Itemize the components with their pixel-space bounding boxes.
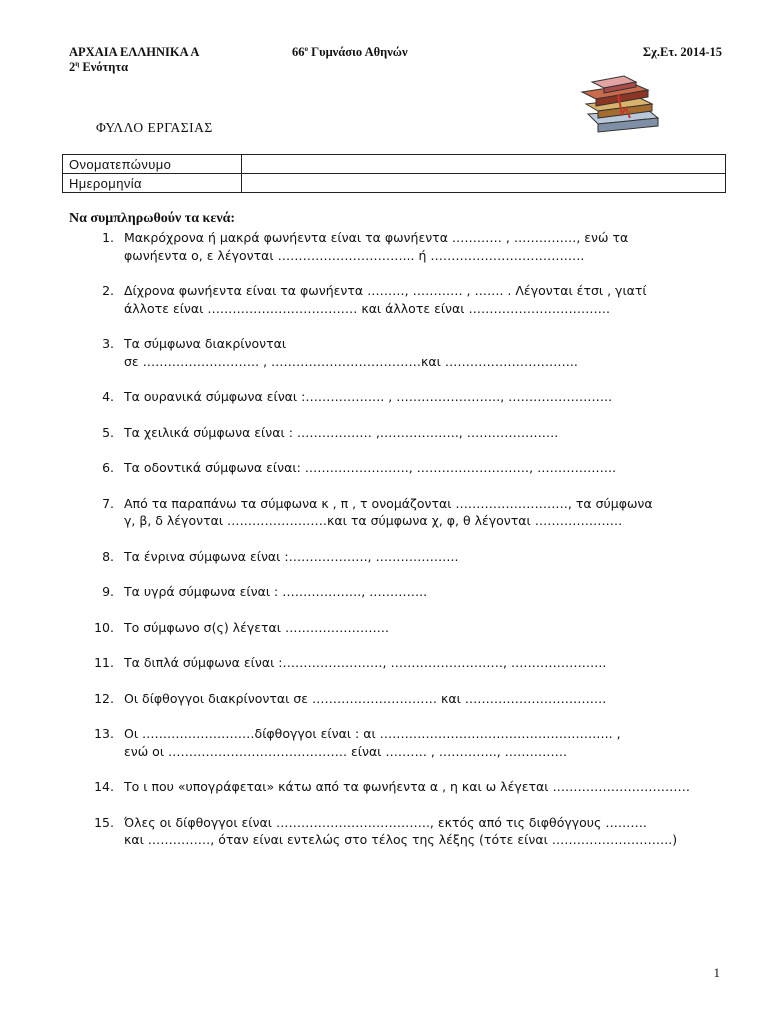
list-item (62, 548, 722, 566)
instruction-heading: Να συμπληρωθούν τα κενά: (69, 211, 236, 226)
item-line: Τα σύμφωνα διακρίνονται (124, 336, 287, 351)
item-line: Από τα παραπάνω τα σύμφωνα κ , π , τ ονομάζονται ………………………, τα σύμφωνα (124, 495, 653, 511)
item-line: Οι δίφθογγοι διακρίνονται σε ………………………… και ……………………………. (124, 690, 607, 706)
books-clipart-icon (578, 74, 664, 136)
item-number: 1. (102, 230, 114, 245)
item-text[interactable] (124, 424, 722, 442)
name-field[interactable] (242, 155, 726, 174)
list-item (62, 388, 722, 406)
item-text[interactable] (124, 814, 722, 849)
date-field[interactable] (242, 174, 726, 193)
item-line: Τα χειλικά σύμφωνα είναι : ……………… ,………………., …………………. (124, 424, 559, 440)
item-text[interactable] (124, 654, 722, 672)
list-item (62, 778, 722, 796)
item-line: σε ………………………. , ………………………………και ………………………….. (124, 353, 578, 369)
list-item (62, 424, 722, 442)
item-text[interactable] (124, 548, 722, 566)
item-line: ενώ οι ……………………………………. είναι ………. , ………….., …………… (124, 743, 568, 759)
item-number: 13. (94, 726, 114, 741)
item-number: 7. (102, 495, 114, 511)
item-text[interactable] (124, 495, 722, 530)
page-number: 1 (713, 965, 720, 980)
item-number: 4. (102, 389, 114, 404)
item-number: 5. (102, 424, 114, 440)
item-line: Τα ουρανικά σύμφωνα είναι :………………. , ……………………., ……………………. (124, 389, 613, 404)
item-text[interactable] (124, 725, 722, 760)
student-info-table (62, 154, 726, 193)
item-line: Το σύμφωνο σ(ς) λέγεται ……………………. (124, 619, 389, 635)
header-unit: $2^\eta$ Ενότητα (69, 59, 129, 74)
item-line: φωνήεντα ο, ε λέγονται …………………………... ή ………………………………. (124, 247, 585, 263)
item-line: Δίχρονα φωνήεντα είναι τα φωνήεντα ………, ………… , ……. . Λέγονται έτσι , γιατί (124, 283, 647, 298)
item-text[interactable] (124, 583, 722, 601)
item-line: άλλοτε είναι ……………………………… και άλλοτε είναι ……………………………. (124, 300, 610, 316)
item-line: και ……………, όταν είναι εντελώς στο τέλος της λέξης (τότε είναι ………………………..) (124, 832, 678, 847)
list-item (62, 654, 722, 672)
table-row (63, 155, 726, 174)
item-line: Τα οδοντικά σύμφωνα είναι: ……………………., ………………………, ………………. (124, 460, 617, 475)
item-line: Το ι που «υπογράφεται» κάτω από τα φωνήεντα α , η και ω λέγεται …………………………… (124, 779, 690, 794)
list-item (62, 583, 722, 601)
item-line: γ, β, δ λέγονται ……………………και τα σύμφωνα χ, φ, θ λέγονται ………………… (124, 513, 623, 528)
item-text[interactable] (124, 619, 722, 637)
item-number: 3. (102, 336, 114, 351)
list-item (62, 619, 722, 637)
item-number: 11. (94, 655, 114, 670)
item-line: Όλες οι δίφθογγοι είναι ………………………………., εκτός από τις διφθόγγους ………. (124, 814, 647, 830)
list-item (62, 335, 722, 370)
item-text[interactable] (124, 335, 722, 370)
item-number: 6. (102, 460, 114, 475)
item-line: Τα υγρά σύμφωνα είναι : ………………., ………….. (124, 584, 428, 599)
item-number: 15. (94, 814, 114, 830)
item-line: Τα ένρινα σύμφωνα είναι :………………., ……………….. (124, 548, 459, 564)
item-text[interactable] (124, 388, 722, 406)
item-number: 9. (102, 584, 114, 599)
table-row (63, 174, 726, 193)
item-number: 8. (102, 548, 114, 564)
item-number: 14. (94, 779, 114, 794)
header-school: $66^o$ Γυμνάσιο Αθηνών (292, 44, 408, 59)
item-text[interactable] (124, 690, 722, 708)
item-text[interactable] (124, 229, 722, 264)
item-number: 12. (94, 690, 114, 706)
list-item (62, 495, 722, 530)
item-line: Μακρόχρονα ή μακρά φωνήεντα είναι τα φωνήεντα ………… , ……………, ενώ τα (124, 230, 629, 245)
name-label: Ονοματεπώνυμο (63, 155, 242, 174)
item-text[interactable] (124, 778, 722, 796)
item-line: Τα διπλά σύμφωνα είναι :……………………, ………………………, ………………….. (124, 655, 607, 670)
item-text[interactable] (124, 459, 722, 477)
list-item (62, 814, 722, 849)
item-number: 10. (94, 619, 114, 635)
header-subject: ΑΡΧΑΙΑ ΕΛΛΗΝΙΚΑ Α (69, 45, 200, 59)
list-item (62, 690, 722, 708)
exercise-list (62, 229, 722, 849)
item-number: 2. (102, 283, 114, 298)
item-line: Οι ………………………δίφθογγοι είναι : αι ……………………………………………….. , (124, 726, 621, 741)
list-item (62, 229, 722, 264)
list-item (62, 459, 722, 477)
header-school-year: Σχ.Ετ. 2014-15 (642, 45, 722, 59)
list-item (62, 725, 722, 760)
item-text[interactable] (124, 282, 722, 317)
worksheet-title: ΦΥΛΛΟ ΕΡΓΑΣΙΑΣ (96, 120, 213, 135)
list-item (62, 282, 722, 317)
date-label: Ημερομηνία (63, 174, 242, 193)
